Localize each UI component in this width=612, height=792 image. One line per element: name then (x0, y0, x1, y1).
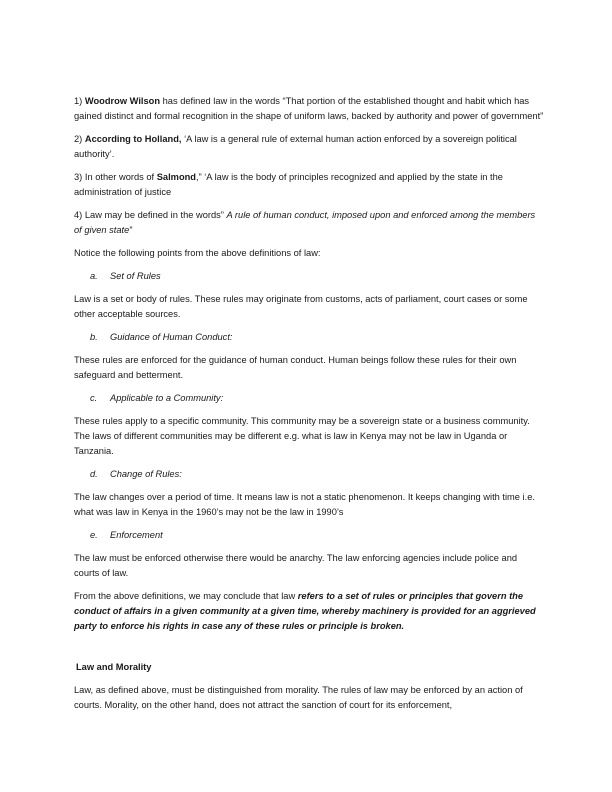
point-title: Set of Rules (110, 271, 161, 281)
point-title-d (74, 467, 544, 482)
definition-author: Woodrow Wilson (84, 96, 161, 106)
conclusion (74, 589, 544, 634)
definition-suffix: ” (129, 225, 133, 235)
point-title: Applicable to a Community: (110, 393, 224, 403)
point-title: Enforcement (110, 530, 163, 540)
definition-text: has defined law in the words “That portion of the established thought and habit which has gained distinct and formal recognition in the shape of uniform laws, backed by authority and power of government” (74, 96, 544, 121)
definition-text: ‘A law is a general rule of external human action enforced by a sovereign political authority’. (74, 134, 517, 159)
definition-text: ,” ‘A law is the body of principles recognized and applied by the state in the administration of justice (74, 172, 503, 197)
section-body: Law, as defined above, must be distinguished from morality. The rules of law may be enforced by an action of courts. Morality, on the other hand, does not attract the sanction of court for its enforcement, (74, 685, 523, 710)
conclusion-emphasis: refers to a set of rules or principles that govern the conduct of affairs in a given community at a given time, whereby machinery is provided for an aggrieved party to enforce his rights in case any of these rules or principle is broken. (74, 591, 536, 631)
point-body-e: The law must be enforced otherwise there would be anarchy. The law enforcing agencies include police and courts of law. (74, 553, 518, 578)
point-title: Guidance of Human Conduct: (110, 332, 233, 342)
point-title-e (74, 528, 544, 543)
conclusion-lead: From the above definitions, we may conclude that law (74, 591, 296, 601)
definition-author: Salmond (156, 172, 196, 182)
point-body-b: These rules are enforced for the guidance of human conduct. Human beings follow these rules for their own safeguard and betterment. (74, 355, 517, 380)
point-body-c: These rules apply to a specific community. This community may be a sovereign state or a business community. The laws of different communities may be different e.g. what is law in Kenya may not be law in Uganda or Tanzania. (74, 416, 530, 456)
point-marker: c. (90, 393, 98, 403)
point-marker: d. (90, 469, 98, 479)
point-marker: e. (90, 530, 98, 540)
definition-4 (74, 208, 544, 238)
definition-author: According to Holland, (84, 134, 182, 144)
point-marker: b. (90, 332, 98, 342)
point-body-a: Law is a set or body of rules. These rules may originate from customs, acts of parliament, court cases or some other acceptable sources. (74, 294, 528, 319)
definition-number: 2) (74, 134, 83, 144)
point-body-d: The law changes over a period of time. It means law is not a static phenomenon. It keeps changing with time i.e. what was law in Kenya in the 1960’s may not be the law in 1990’s (74, 492, 535, 517)
definition-number: 4) (74, 210, 83, 220)
points-intro: Notice the following points from the above definitions of law: (74, 248, 321, 258)
definition-prefix: Law may be defined in the words” (84, 210, 224, 220)
definition-number: 1) (74, 96, 83, 106)
definition-3 (74, 170, 544, 200)
point-title-b (74, 330, 544, 345)
definition-quote: A rule of human conduct, imposed upon and enforced among the members of given state (74, 210, 536, 235)
point-title-a (74, 269, 544, 284)
document-body (74, 94, 544, 721)
point-title: Change of Rules: (110, 469, 182, 479)
point-marker: a. (90, 271, 98, 281)
point-title-c (74, 391, 544, 406)
definition-number: 3) (74, 172, 83, 182)
definition-1 (74, 94, 544, 124)
section-heading: Law and Morality (76, 662, 152, 672)
definition-2 (74, 132, 544, 162)
definition-prefix: In other words of (84, 172, 155, 182)
